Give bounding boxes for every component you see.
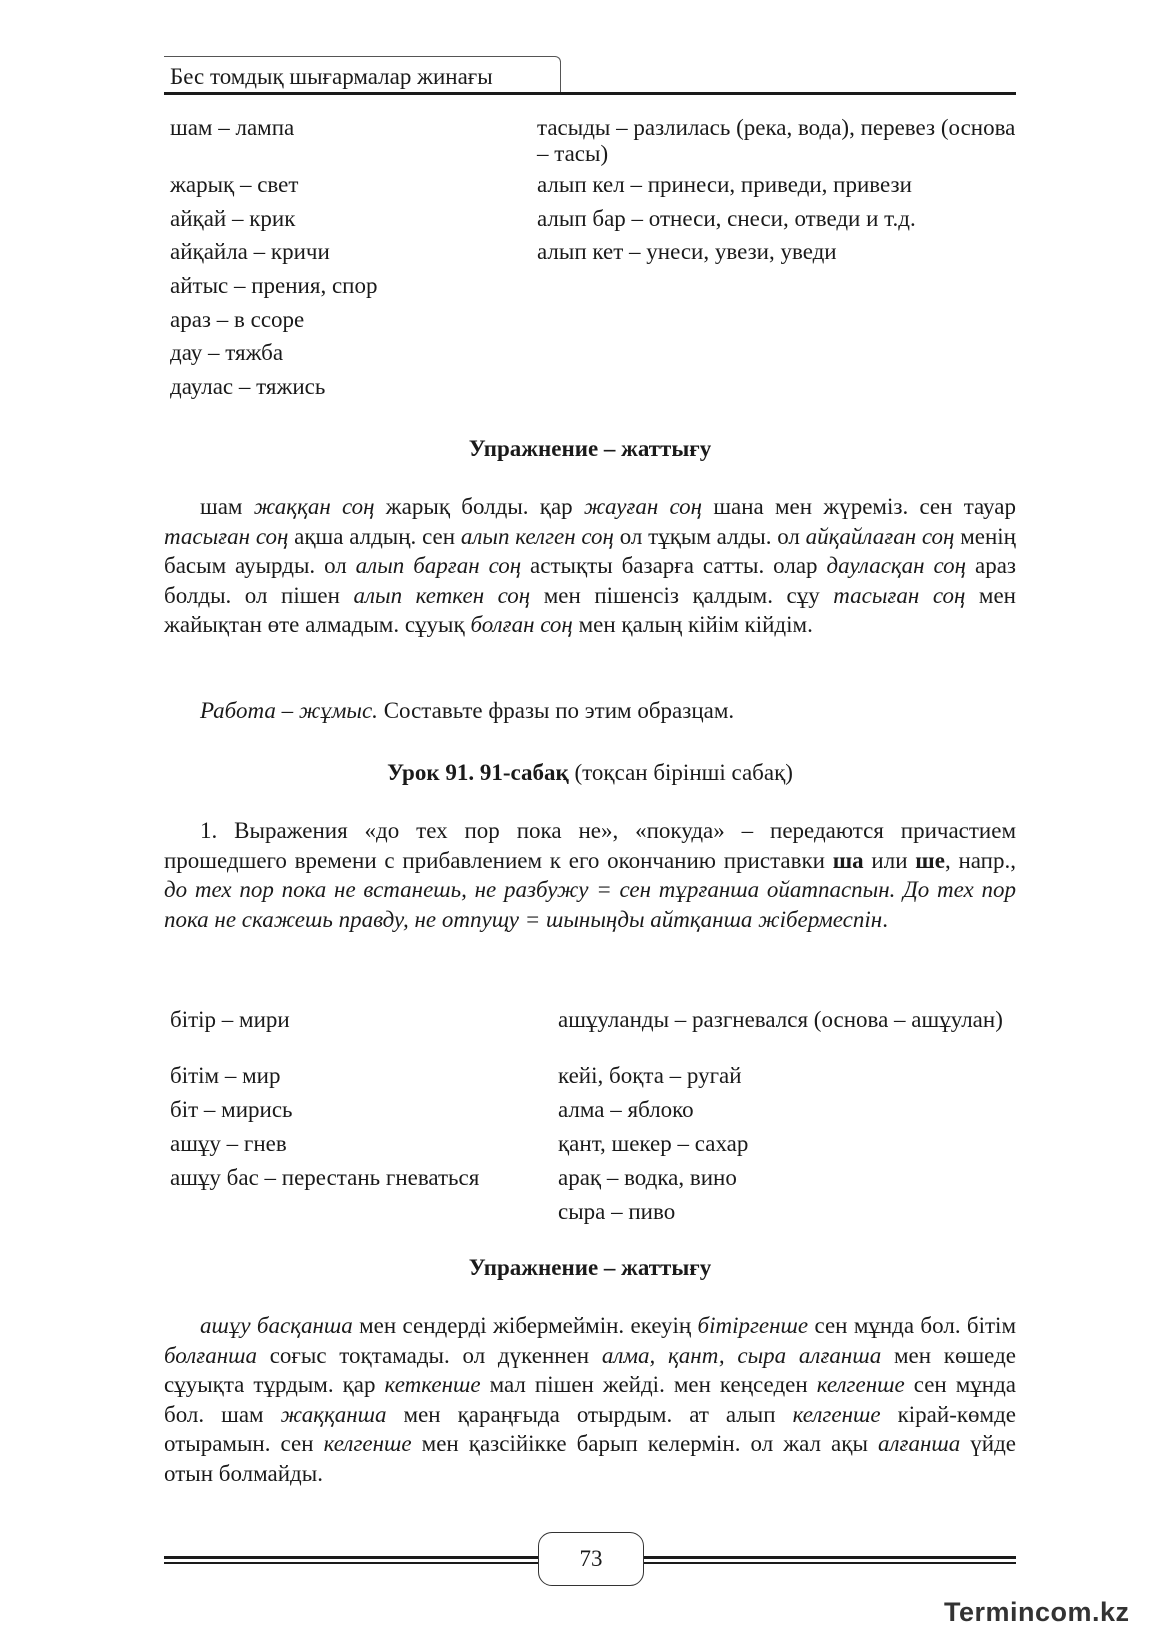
italic-phrase: кеткенше [384, 1372, 481, 1397]
vocab-item: айтыс – прения, спор [170, 273, 378, 298]
italic-phrase: алып келген соң [460, 523, 614, 549]
vocab-item: жарық – свет [170, 172, 299, 197]
vocab-item: алма – яблоко [558, 1097, 694, 1122]
text-run: жарық болды. қар [374, 494, 584, 519]
vocab-item: ашұу – гнев [170, 1131, 287, 1156]
exercise-paragraph-2 [164, 1311, 1016, 1488]
vocab-item: ашұу бас – перестань гневаться [170, 1165, 480, 1190]
italic-phrase: тасыған соң [833, 582, 966, 608]
text-run: 1. Выражения «до тех пор пока не», «покуда» – передаются причастием прошедшего времени с прибавлением к его окончанию приставки [164, 818, 1016, 873]
italic-phrase: алып барған соң [355, 553, 522, 578]
italic-phrase: айқайлаған соң [805, 523, 955, 549]
italic-example: до тех пор пока не встанешь, не разбужу = сен тұрғанша ойатпаспын. До тех пор пока не скажешь правду, не отпущу = шыныңды айтқанша жібермеспін [164, 877, 1016, 932]
text-run: сен мұнда бол. шам [164, 1372, 1017, 1427]
bold-suffix: ша [832, 847, 864, 873]
italic-phrase: тасыған соң [164, 523, 289, 549]
page-number: 73 [579, 1546, 603, 1571]
vocab-item: шам – лампа [170, 115, 295, 140]
italic-phrase: келгенше [792, 1401, 881, 1427]
text-run: шана мен жүреміз. сен тауар [702, 494, 1016, 519]
work-instruction [164, 696, 1016, 726]
vocab-item: арақ – водка, вино [558, 1165, 737, 1190]
text-run: мен қараңғыда отырдым. ат алып [386, 1401, 793, 1427]
page-number-box [538, 1532, 644, 1586]
bold-suffix: ше [915, 847, 945, 873]
text-run: , напр., [944, 847, 1016, 873]
vocab-item: алып кет – унеси, увези, уведи [537, 239, 837, 264]
exercise-title: Упражнение – жаттығу [468, 1255, 712, 1280]
text-run: мен қазсійікке барып келермін. ол жал ақы [411, 1431, 878, 1456]
italic-phrase: жаққан соң [253, 494, 375, 519]
italic-phrase: Работа – жұмыс. [200, 698, 378, 723]
vocab-item: сыра – пиво [558, 1199, 676, 1224]
italic-phrase: дауласқан соң [826, 553, 967, 578]
vocab-item: дау – тяжба [170, 340, 284, 365]
watermark-text: Termincom.kz [944, 1597, 1130, 1627]
italic-phrase: келгенше [323, 1431, 412, 1456]
exercise-paragraph-1 [164, 492, 1016, 640]
text-run: соғыс тоқтамады. ол дүкеннен [256, 1342, 602, 1368]
text-run: араз болды. ол пішен [164, 553, 1016, 608]
running-header [164, 56, 1016, 96]
italic-phrase: алма, қант, сыра алғанша [601, 1342, 882, 1368]
lesson-title: Урок 91. 91-сабақ [387, 760, 569, 785]
exercise-heading-2 [164, 1255, 1016, 1281]
italic-phrase: бітіргенше [697, 1313, 809, 1338]
vocab-item: айқайла – кричи [170, 239, 330, 264]
italic-phrase: болған соң [470, 612, 573, 637]
vocab-item: араз – в ссоре [170, 307, 305, 332]
italic-phrase: болғанша [164, 1342, 257, 1368]
text-run: мен көшеде сұуықта тұрдым. қар [164, 1342, 1016, 1397]
italic-phrase: келгенше [816, 1372, 905, 1397]
vocab-item: алып кел – принеси, приведи, привези [537, 172, 912, 197]
header-rule [164, 92, 1016, 95]
text-run: үйде отын болмайды. [164, 1431, 1017, 1486]
text-run: . [882, 906, 888, 932]
vocab-item: алып бар – отнеси, снеси, отведи и т.д. [537, 206, 916, 231]
italic-phrase: жауған соң [583, 494, 703, 519]
text-run: мал пішен жейді. мен кеңседен [480, 1372, 817, 1397]
text-run: мен сендерді жібермеймін. екеуің [352, 1313, 698, 1338]
text-run: сен мұнда бол. бітім [808, 1313, 1016, 1338]
page-footer [164, 1530, 1016, 1580]
lesson-heading [164, 760, 1016, 786]
text-run: мен пішенсіз қалдым. сұу [530, 582, 834, 608]
text-run: мен жайықтан өте алмадым. сұуық [164, 582, 1016, 637]
vocab-item: ашұуланды – разгневался (основа – ашұулан) [558, 1007, 1003, 1032]
exercise-title: Упражнение – жаттығу [468, 436, 712, 461]
site-watermark [944, 1597, 1130, 1628]
italic-phrase: ашұу басқанша [200, 1313, 353, 1338]
vocab-item: біт – мирись [170, 1097, 293, 1122]
exercise-heading-1 [164, 436, 1016, 462]
text-run: ол тұқым алды. ол [613, 523, 806, 549]
text-run: ақша алдың. сен [288, 523, 461, 549]
italic-phrase: алып кеткен соң [353, 582, 531, 608]
text-run: или [863, 847, 916, 873]
vocab-item: бітір – мири [170, 1007, 290, 1032]
text-run: кірай-көмде отырамын. сен [164, 1401, 1016, 1456]
book-title: Бес томдық шығармалар жинағы [170, 64, 493, 89]
vocab-item: даулас – тяжись [170, 374, 326, 399]
text-run: шам [200, 494, 254, 519]
text-run: астықты базарға сатты. олар [521, 553, 827, 578]
vocab-item: тасыды – разлилась (река, вода), перевез (основа – тасы) [537, 115, 1016, 166]
lesson-subtitle: (тоқсан бірінші сабақ) [568, 760, 793, 785]
vocab-item: бітім – мир [170, 1063, 281, 1088]
vocab-item: айқай – крик [170, 206, 296, 231]
vocab-item: кейі, боқта – ругай [558, 1063, 742, 1088]
italic-phrase: жаққанша [280, 1401, 387, 1427]
text-run: Составьте фразы по этим образцам. [377, 698, 735, 723]
vocab-item: қант, шекер – сахар [558, 1131, 749, 1156]
text-run: мен қалың кійім кійдім. [572, 612, 813, 637]
italic-phrase: алғанша [877, 1431, 961, 1456]
grammar-rule [164, 816, 1016, 934]
text-run: менің басым ауырды. ол [164, 523, 1016, 578]
